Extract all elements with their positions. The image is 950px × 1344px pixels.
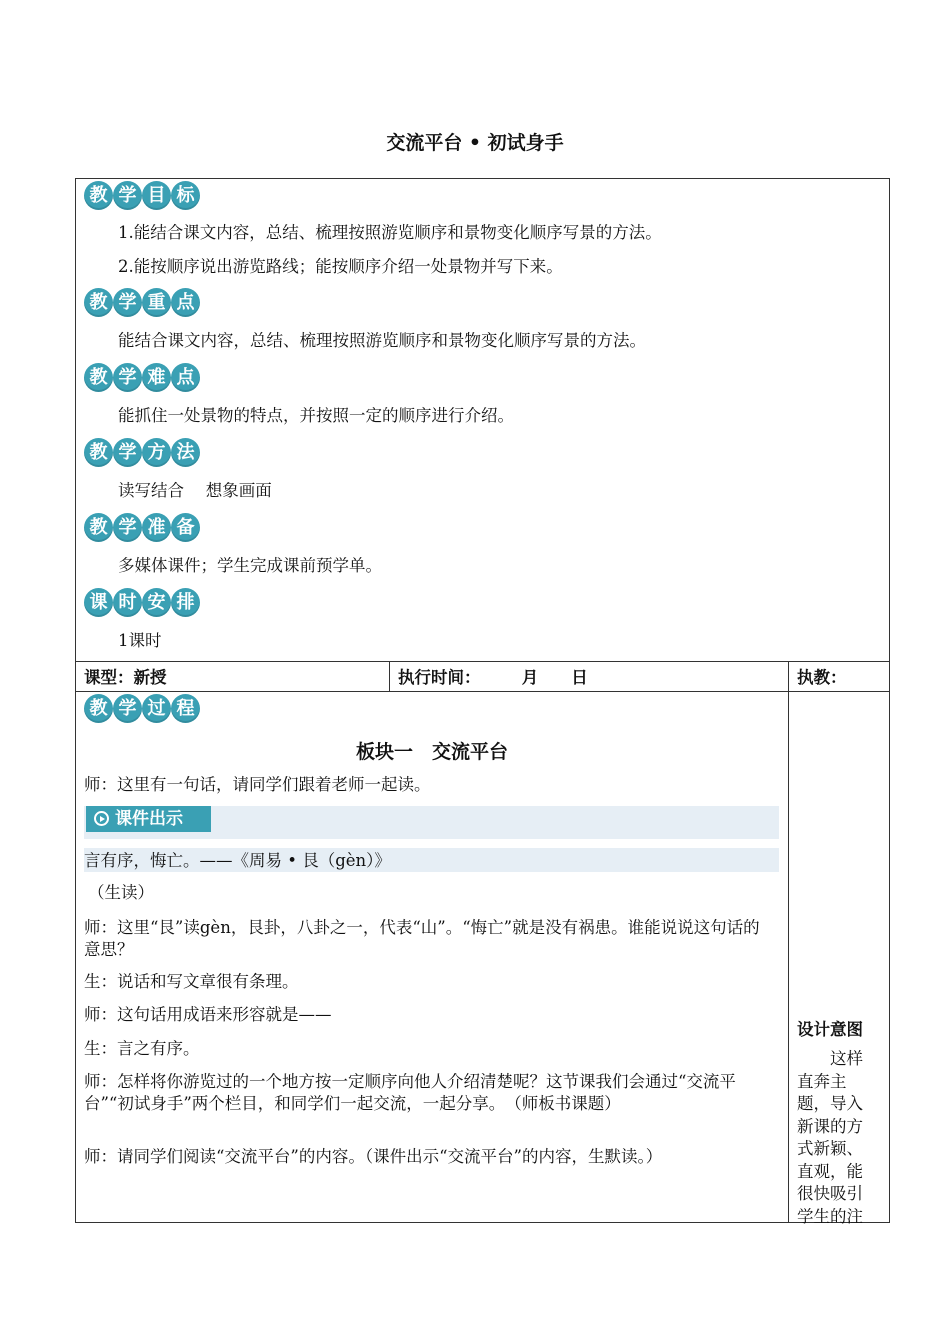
badge-char: 学 <box>113 288 142 317</box>
badge-char: 教 <box>84 288 113 317</box>
key-text: 能结合课文内容，总结、梳理按照游览顺序和景物变化顺序写景的方法。 <box>118 331 646 350</box>
difficulty-text: 能抓住一处景物的特点，并按照一定的顺序进行介绍。 <box>118 406 514 425</box>
badge-char: 学 <box>113 181 142 210</box>
badge-char: 教 <box>84 513 113 542</box>
badge-char: 学 <box>113 363 142 392</box>
courseware-label: 课件出示 <box>115 809 183 829</box>
badge-char: 过 <box>142 694 171 723</box>
quote-text: 言有序，悔亡。——《周易 • 艮（gèn）》 <box>84 851 391 870</box>
badge-char: 难 <box>142 363 171 392</box>
process-p8: 师：请同学们阅读“交流平台”的内容。（课件出示“交流平台”的内容，生默读。） <box>84 1147 663 1166</box>
badge-char: 课 <box>84 588 113 617</box>
goal-item-1: 1.能结合课文内容，总结、梳理按照游览顺序和景物变化顺序写景的方法。 <box>118 223 662 242</box>
document-title: 交流平台 • 初试身手 <box>386 132 564 154</box>
process-p4: 生：说话和写文章很有条理。 <box>84 972 299 991</box>
badge-char: 备 <box>171 513 200 542</box>
badge-char: 教 <box>84 181 113 210</box>
badge-char: 排 <box>171 588 200 617</box>
prep-badge <box>84 513 200 542</box>
courseware-tag <box>86 806 211 832</box>
goal-badge <box>84 181 200 210</box>
process-p7: 师：怎样将你游览过的一个地方按一定顺序向他人介绍清楚呢？这节课我们会通过“交流平台”“初试身手”两个栏目，和同学们一起交流，一起分享。 （师板书课题） <box>84 1072 736 1113</box>
difficulty-badge <box>84 363 200 392</box>
play-icon <box>94 811 109 826</box>
badge-char: 教 <box>84 694 113 723</box>
process-p5: 师：这句话用成语来形容就是—— <box>84 1005 332 1024</box>
badge-char: 方 <box>142 438 171 467</box>
process-badge <box>84 694 200 723</box>
badge-char: 点 <box>171 288 200 317</box>
badge-char: 点 <box>171 363 200 392</box>
badge-char: 学 <box>113 513 142 542</box>
schedule-text: 1课时 <box>118 631 162 650</box>
badge-char: 重 <box>142 288 171 317</box>
process-p1: 师：这里有一句话，请同学们跟着老师一起读。 <box>84 775 431 794</box>
method-badge <box>84 438 200 467</box>
badge-char: 标 <box>171 181 200 210</box>
design-intent-title: 设计意图 <box>797 1020 863 1039</box>
badge-char: 法 <box>171 438 200 467</box>
process-p2: （生读） <box>88 883 154 902</box>
key-badge <box>84 288 200 317</box>
badge-char: 目 <box>142 181 171 210</box>
method-text: 读写结合 想象画面 <box>118 481 272 500</box>
teacher-label: 执教： <box>797 668 847 687</box>
badge-char: 学 <box>113 694 142 723</box>
info-divider-1 <box>389 661 390 692</box>
process-p6: 生：言之有序。 <box>84 1039 200 1058</box>
badge-char: 教 <box>84 438 113 467</box>
execution-time: 执行时间： 月 日 <box>398 668 588 687</box>
process-divider <box>788 691 789 1223</box>
schedule-badge <box>84 588 200 617</box>
prep-text: 多媒体课件；学生完成课前预学单。 <box>118 556 382 575</box>
badge-char: 时 <box>113 588 142 617</box>
block-title: 板块一 交流平台 <box>355 741 508 763</box>
badge-char: 学 <box>113 438 142 467</box>
info-divider-2 <box>788 661 789 692</box>
lesson-type: 课型：新授 <box>84 668 167 687</box>
badge-char: 程 <box>171 694 200 723</box>
badge-char: 安 <box>142 588 171 617</box>
badge-char: 教 <box>84 363 113 392</box>
goal-item-2: 2.能按顺序说出游览路线；能按顺序介绍一处景物并写下来。 <box>118 257 563 276</box>
design-intent-text: 这样直奔主题，导入新课的方式新颖、直观，能很快吸引学生的注 <box>797 1049 863 1226</box>
process-p3: 师：这里“艮”读gèn，艮卦，八卦之一，代表“山”。“悔亡”就是没有祸患。谁能说说这句话的意思？ <box>84 918 760 959</box>
badge-char: 准 <box>142 513 171 542</box>
